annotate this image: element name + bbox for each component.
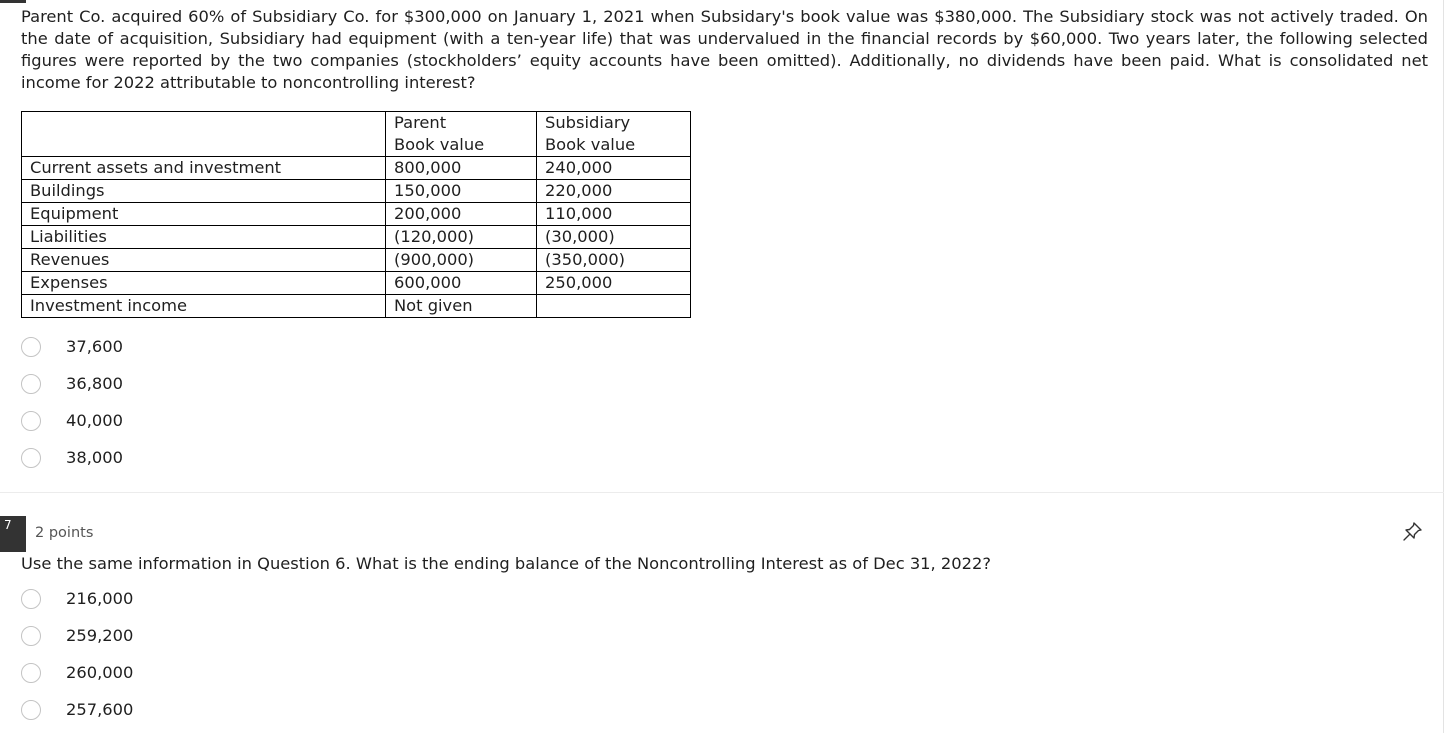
subsidiary-value: 240,000 [537, 157, 691, 180]
answer-option[interactable] [21, 328, 1428, 365]
table-header-row [22, 112, 691, 157]
subsidiary-value: 110,000 [537, 203, 691, 226]
answer-option[interactable] [21, 439, 1428, 476]
table-row [22, 157, 691, 180]
parent-value: 600,000 [386, 272, 537, 295]
radio-unchecked-icon[interactable] [21, 663, 41, 683]
radio-unchecked-icon[interactable] [21, 337, 41, 357]
subsidiary-value: 250,000 [537, 272, 691, 295]
answer-option[interactable] [21, 691, 1421, 728]
question-7-points: 2 points [35, 525, 94, 541]
radio-unchecked-icon[interactable] [21, 700, 41, 720]
row-label: Equipment [22, 203, 386, 226]
answer-option-label[interactable]: 259,200 [66, 626, 134, 645]
pin-icon[interactable] [1400, 520, 1424, 544]
subsidiary-value: (350,000) [537, 249, 691, 272]
question-divider [0, 492, 1444, 493]
question-6-text: Parent Co. acquired 60% of Subsidiary Co. for $300,000 on January 1, 2021 when Subsidary's book value was $380,000. The Subsidiary stock was not actively traded. On the date of acquisition, Subsidiary had equipment (with a ten-year life) that was undervalued in the financial records by $60,000. Two years later, the following selected figures were reported by the two companies (stockholders’ equity accounts have been omitted). Additionally, no dividends have been paid. What is consolidated net income for 2022 attributable to noncontrolling interest? [21, 7, 1428, 92]
row-label: Buildings [22, 180, 386, 203]
answer-option-label[interactable]: 36,800 [66, 374, 123, 393]
table-row [22, 272, 691, 295]
parent-subheader: Book value [394, 135, 485, 154]
subsidiary-header: Subsidiary [545, 113, 631, 132]
parent-value: 150,000 [386, 180, 537, 203]
answer-option-label[interactable]: 257,600 [66, 700, 134, 719]
answer-option-label[interactable]: 37,600 [66, 337, 123, 356]
parent-value: 800,000 [386, 157, 537, 180]
parent-value: Not given [386, 295, 537, 318]
question-6 [21, 6, 1428, 476]
parent-header: Parent [394, 113, 447, 132]
table-row [22, 295, 691, 318]
radio-unchecked-icon[interactable] [21, 411, 41, 431]
row-label: Revenues [22, 249, 386, 272]
question-7 [21, 522, 1421, 728]
question-7-choices [21, 580, 1421, 728]
radio-unchecked-icon[interactable] [21, 374, 41, 394]
subsidiary-subheader: Book value [545, 135, 636, 154]
answer-option-label[interactable]: 216,000 [66, 589, 134, 608]
question-6-choices [21, 328, 1428, 476]
subsidiary-value: (30,000) [537, 226, 691, 249]
row-label: Expenses [22, 272, 386, 295]
radio-unchecked-icon[interactable] [21, 448, 41, 468]
parent-value: (900,000) [386, 249, 537, 272]
row-label: Current assets and investment [22, 157, 386, 180]
answer-option-label[interactable]: 260,000 [66, 663, 134, 682]
answer-option[interactable] [21, 654, 1421, 691]
table-header-cell [22, 112, 386, 157]
answer-option-label[interactable]: 38,000 [66, 448, 123, 467]
question-7-text: Use the same information in Question 6. What is the ending balance of the Noncontrolling Interest as of Dec 31, 2022? [21, 554, 991, 573]
table-row [22, 180, 691, 203]
parent-value: (120,000) [386, 226, 537, 249]
table-row [22, 203, 691, 226]
answer-option[interactable] [21, 402, 1428, 439]
row-label: Investment income [22, 295, 386, 318]
subsidiary-value: 220,000 [537, 180, 691, 203]
table-header-cell [386, 112, 537, 157]
question-7-number: 7 [4, 518, 12, 532]
answer-option-label[interactable]: 40,000 [66, 411, 123, 430]
answer-option[interactable] [21, 365, 1428, 402]
radio-unchecked-icon[interactable] [21, 589, 41, 609]
subsidiary-value [537, 295, 691, 318]
table-row [22, 226, 691, 249]
row-label: Liabilities [22, 226, 386, 249]
radio-unchecked-icon[interactable] [21, 626, 41, 646]
question-6-number-tab [0, 0, 26, 3]
financial-figures-table [21, 111, 691, 318]
table-row [22, 249, 691, 272]
answer-option[interactable] [21, 580, 1421, 617]
answer-option[interactable] [21, 617, 1421, 654]
parent-value: 200,000 [386, 203, 537, 226]
table-header-cell [537, 112, 691, 157]
